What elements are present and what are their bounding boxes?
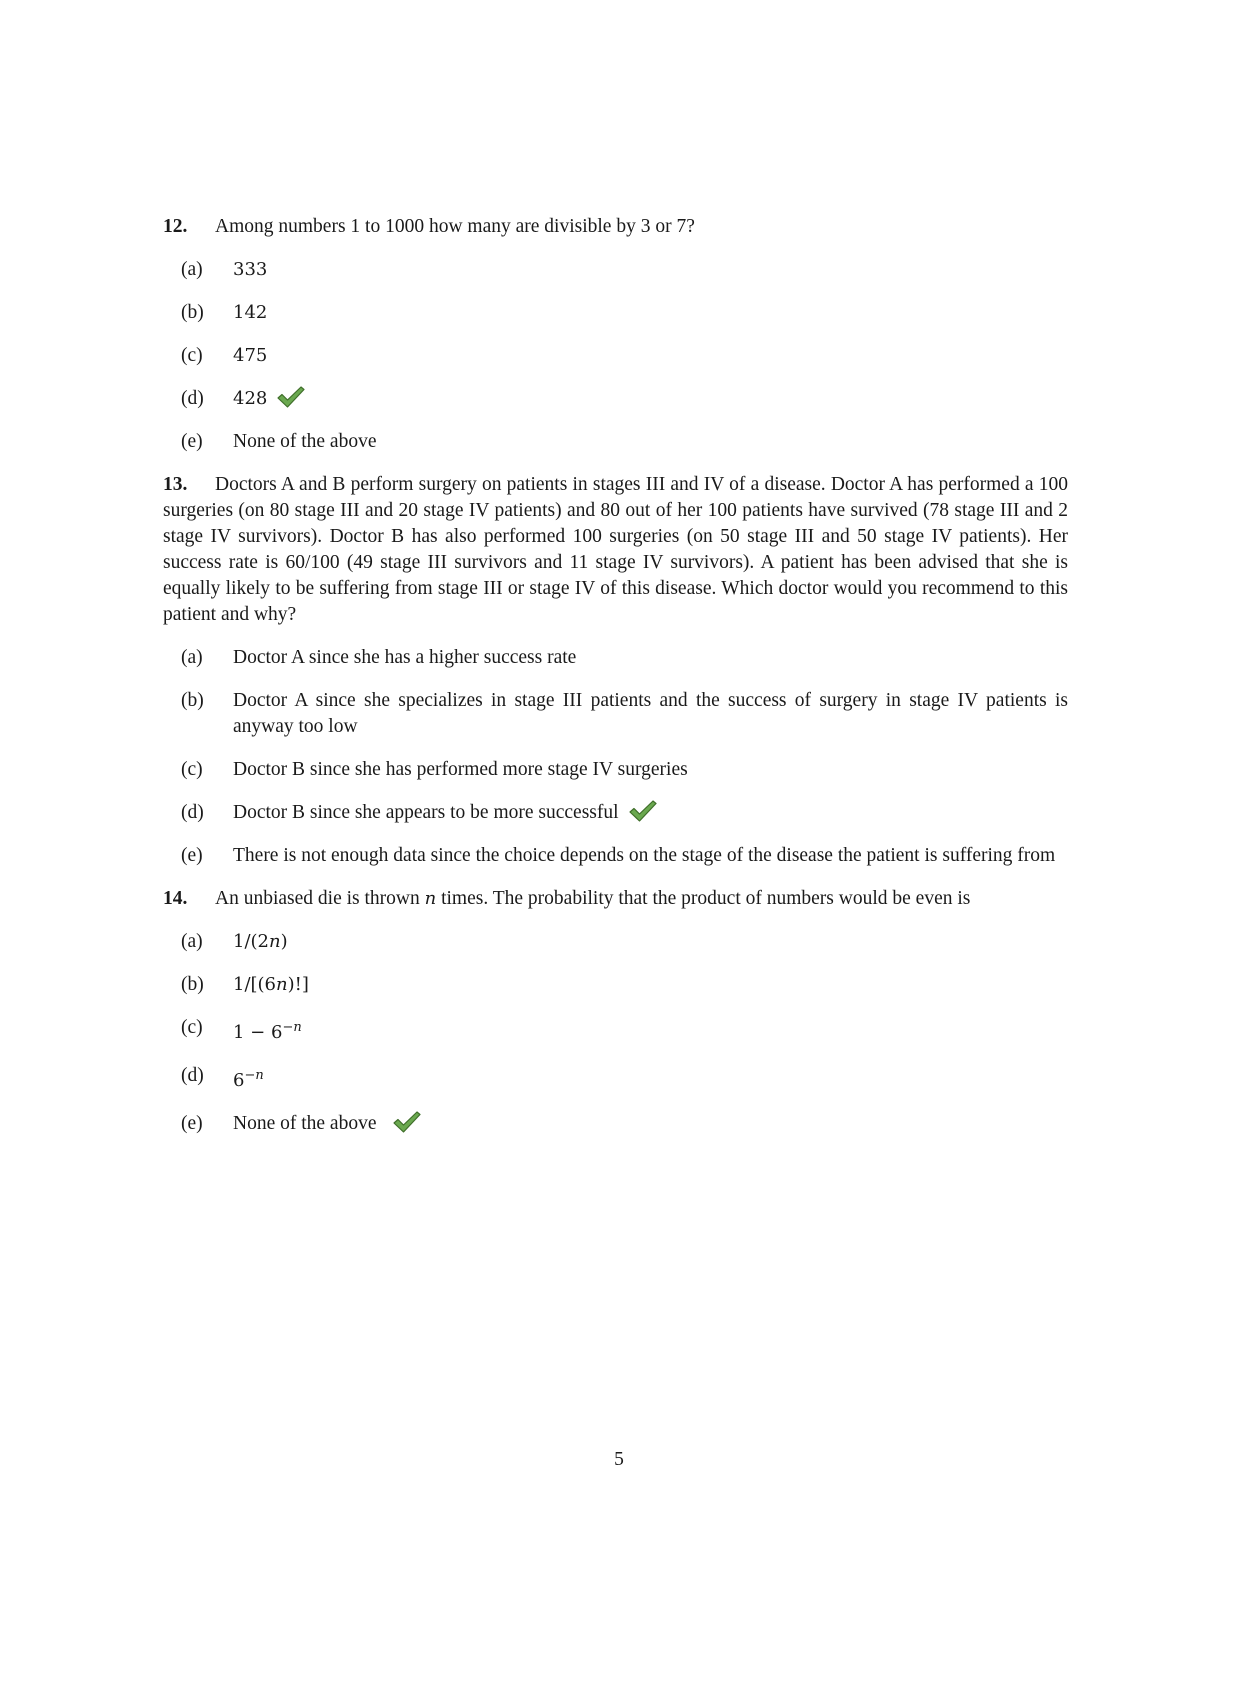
math-part: )!] xyxy=(287,974,309,995)
exam-page xyxy=(163,214,1068,1154)
option-text: Doctor B since she appears to be more successful xyxy=(233,802,619,823)
option-label: (a) xyxy=(181,931,203,952)
option-label: (b) xyxy=(181,690,204,711)
option-b xyxy=(181,300,1068,326)
option-text: Doctor A since she has a higher success rate xyxy=(233,647,577,668)
option-math xyxy=(233,1070,264,1091)
option-d xyxy=(181,386,1068,412)
option-label: (d) xyxy=(181,802,204,823)
option-text: There is not enough data since the choice depends on the stage of the disease the patient is suffering from xyxy=(233,845,1056,866)
option-e xyxy=(181,429,1068,455)
option-list xyxy=(163,645,1068,869)
option-b xyxy=(181,972,1068,998)
option-label: (b) xyxy=(181,302,204,323)
question-number: 12. xyxy=(163,216,188,237)
option-label: (b) xyxy=(181,974,204,995)
question-text: Among numbers 1 to 1000 how many are divisible by 3 or 7? xyxy=(215,216,695,237)
option-c xyxy=(181,343,1068,369)
option-text: None of the above xyxy=(233,431,377,452)
option-a xyxy=(181,645,1068,671)
question-text-before: An unbiased die is thrown xyxy=(215,888,420,909)
option-label: (c) xyxy=(181,1017,203,1038)
math-part: ) xyxy=(280,931,288,952)
math-exponent: −n xyxy=(282,1020,302,1035)
option-math xyxy=(233,931,288,952)
question-text-after: times. The probability that the product of numbers would be even is xyxy=(441,888,971,909)
option-list xyxy=(163,257,1068,455)
option-d xyxy=(181,800,1068,826)
checkmark-icon xyxy=(629,800,657,822)
math-part: 1/(2 xyxy=(233,931,269,952)
question-number: 14. xyxy=(163,888,188,909)
math-variable: n xyxy=(269,931,281,952)
question-14-stem xyxy=(163,886,1068,912)
variable-n: n xyxy=(424,888,437,909)
option-label: (d) xyxy=(181,388,204,409)
option-label: (e) xyxy=(181,845,203,866)
question-12-stem xyxy=(163,214,1068,240)
option-text: Doctor A since she specializes in stage III patients and the success of surgery in stage IV patients is anyway too low xyxy=(233,690,1068,737)
option-list xyxy=(163,929,1068,1137)
option-c xyxy=(181,757,1068,783)
option-label: (c) xyxy=(181,345,203,366)
math-variable: n xyxy=(276,974,288,995)
option-text: 333 xyxy=(233,259,268,280)
checkmark-icon xyxy=(393,1111,421,1133)
question-text: Doctors A and B perform surgery on patients in stages III and IV of a disease. Doctor A has performed a 100 surgeries (on 80 stage III and 20 stage IV patients) and 80 out of her 100 patients have survived (78 stage III and 2 stage IV survivors). Doctor B has also performed 100 surgeries (on 50 stage III and 50 stage IV patients). Her success rate is 60/100 (49 stage III survivors and 11 stage IV survivors). A patient has been advised that she is equally likely to be suffering from stage III or stage IV of this disease. Which doctor would you recommend to this patient and why? xyxy=(163,474,1068,625)
option-label: (e) xyxy=(181,431,203,452)
option-text: 142 xyxy=(233,302,268,323)
option-label: (a) xyxy=(181,259,203,280)
question-number: 13. xyxy=(163,474,188,495)
option-label: (e) xyxy=(181,1113,203,1134)
option-text: Doctor B since she has performed more stage IV surgeries xyxy=(233,759,688,780)
option-b xyxy=(181,688,1068,740)
question-14 xyxy=(163,886,1068,1137)
option-text: 428 xyxy=(233,388,268,409)
question-13-stem xyxy=(163,472,1068,628)
option-c xyxy=(181,1015,1068,1046)
option-text: 475 xyxy=(233,345,268,366)
math-part: 1/[(6 xyxy=(233,974,277,995)
math-exponent: −n xyxy=(244,1068,264,1083)
option-e xyxy=(181,1111,1068,1137)
checkmark-icon xyxy=(277,386,305,408)
option-e xyxy=(181,843,1068,869)
option-a xyxy=(181,257,1068,283)
option-label: (c) xyxy=(181,759,203,780)
option-d xyxy=(181,1063,1068,1094)
question-12 xyxy=(163,214,1068,455)
option-label: (a) xyxy=(181,647,203,668)
page-number: 5 xyxy=(614,1449,624,1470)
option-label: (d) xyxy=(181,1065,204,1086)
option-math xyxy=(233,974,309,995)
option-text: None of the above xyxy=(233,1113,377,1134)
option-a xyxy=(181,929,1068,955)
question-13 xyxy=(163,472,1068,869)
math-part: 6 xyxy=(233,1070,245,1091)
math-part: 1 − 6 xyxy=(233,1022,283,1043)
option-math xyxy=(233,1022,302,1043)
